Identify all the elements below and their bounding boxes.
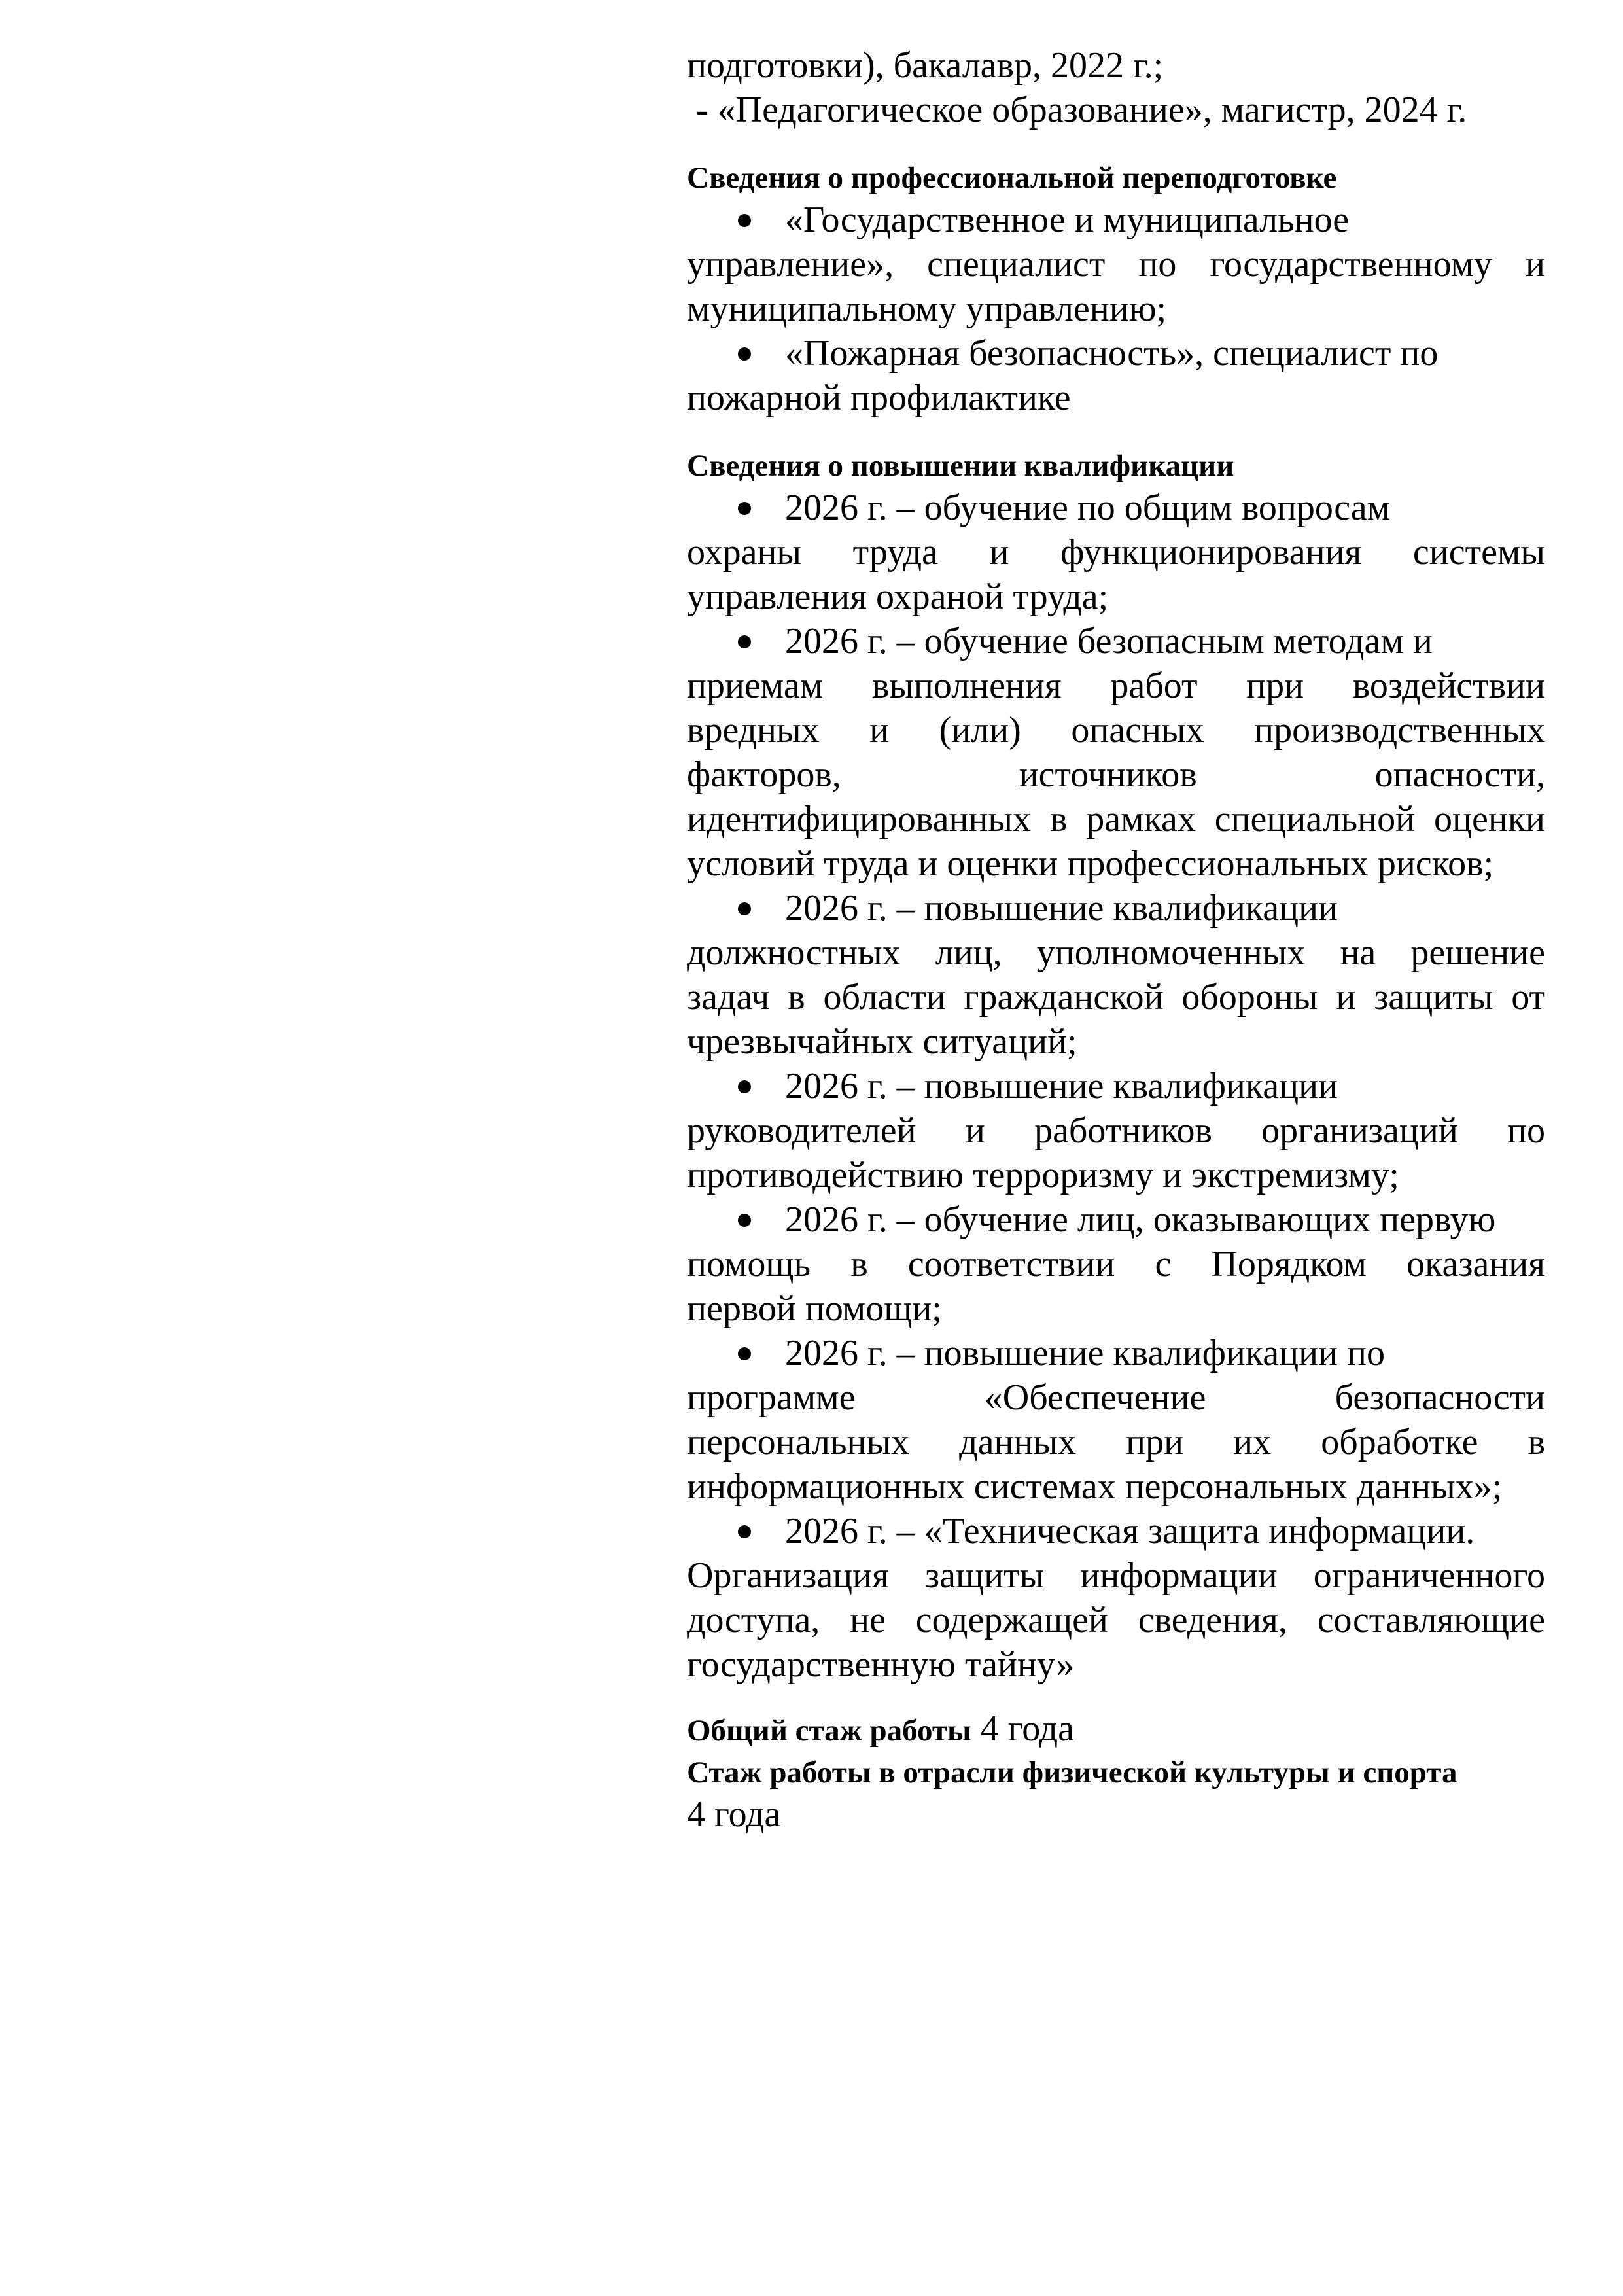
total-experience [687, 1706, 1545, 1753]
list-item-continuation: государственную тайну» [687, 1644, 1075, 1685]
sport-experience-label: Стаж работы в отрасли физической культуры и спорта [687, 1756, 1457, 1790]
list-item-continuation: муниципальному управлению; [687, 289, 1167, 329]
list-item-continuation: вредных и (или) опасных производственных [687, 710, 1545, 751]
qualification-heading: Сведения о повышении квалификации [687, 449, 1234, 483]
list-item-text: 2026 г. – повышение квалификации по [785, 1333, 1385, 1373]
list-item-continuation: программе «Обеспечение безопасности [687, 1377, 1545, 1418]
list-item-continuation: задач в области гражданской обороны и защиты от [687, 977, 1545, 1017]
list-item-text: 2026 г. – повышение квалификации [785, 1066, 1338, 1106]
document-page [687, 43, 1545, 1837]
list-item-continuation: охраны труда и функционирования системы [687, 532, 1545, 573]
list-item-continuation: помощь в соответствии с Порядком оказания [687, 1244, 1545, 1284]
bullet-icon [738, 1214, 751, 1227]
list-item-continuation: факторов, источников опасности, [687, 754, 1545, 795]
list-item-continuation: информационных системах персональных данных»; [687, 1466, 1503, 1507]
bullet-icon [738, 1347, 751, 1360]
list-item-continuation: управление», специалист по государственному и [687, 244, 1545, 285]
bullet-icon [738, 635, 751, 648]
bullet-icon [738, 902, 751, 915]
list-item-continuation: приемам выполнения работ при воздействии [687, 665, 1545, 706]
bullet-icon [738, 1080, 751, 1093]
list-item-text: 2026 г. – обучение лиц, оказывающих первую [785, 1199, 1496, 1240]
list-item-text: 2026 г. – обучение безопасным методам и [785, 621, 1433, 662]
list-item-text: 2026 г. – «Техническая защита информации. [785, 1511, 1475, 1551]
list-item-continuation: персональных данных при их обработке в [687, 1422, 1545, 1462]
list-item-first-line [687, 1197, 1545, 1242]
list-item-first-line [687, 886, 1545, 930]
retraining-list [687, 198, 1545, 420]
list-item-text: 2026 г. – обучение по общим вопросам [785, 487, 1391, 528]
list-item [687, 1064, 1545, 1197]
list-item-continuation: идентифицированных в рамках специальной оценки [687, 799, 1545, 839]
list-item [687, 1509, 1545, 1687]
list-item [687, 198, 1545, 331]
qualification-list [687, 486, 1545, 1687]
list-item-first-line [687, 198, 1545, 242]
list-item-continuation: условий труда и оценки профессиональных рисков; [687, 843, 1494, 884]
list-item-first-line [687, 1509, 1545, 1553]
list-item-first-line [687, 1331, 1545, 1375]
list-item-continuation: первой помощи; [687, 1288, 942, 1329]
education-line-1: подготовки), бакалавр, 2022 г.; [687, 45, 1164, 86]
bullet-icon [738, 502, 751, 515]
sport-experience-value: 4 года [687, 1794, 781, 1835]
bullet-icon [738, 347, 751, 361]
list-item [687, 1331, 1545, 1509]
retraining-heading: Сведения о профессиональной переподготовке [687, 161, 1337, 195]
list-item-first-line [687, 619, 1545, 663]
list-item-first-line [687, 331, 1545, 376]
bullet-icon [738, 1525, 751, 1538]
list-item-continuation: пожарной профилактике [687, 378, 1071, 418]
total-experience-label: Общий стаж работы [687, 1714, 971, 1748]
list-item [687, 486, 1545, 619]
list-item-continuation: доступа, не содержащей сведения, составляющие [687, 1600, 1545, 1640]
education-line-2: - «Педагогическое образование», магистр, 2024 г. [687, 90, 1467, 130]
bullet-icon [738, 214, 751, 227]
list-item-continuation: Организация защиты информации ограниченного [687, 1555, 1545, 1596]
list-item [687, 1197, 1545, 1331]
list-item [687, 619, 1545, 886]
total-experience-value: 4 года [980, 1708, 1074, 1749]
list-item [687, 886, 1545, 1064]
list-item-continuation: должностных лиц, уполномоченных на решение [687, 932, 1545, 973]
list-item-continuation: противодействию терроризму и экстремизму; [687, 1155, 1399, 1195]
list-item-text: «Пожарная безопасность», специалист по [785, 333, 1439, 374]
list-item-continuation: управления охраной труда; [687, 576, 1109, 617]
list-item [687, 331, 1545, 420]
list-item-continuation: руководителей и работников организаций по [687, 1110, 1545, 1151]
list-item-first-line [687, 1064, 1545, 1108]
list-item-continuation: чрезвычайных ситуаций; [687, 1021, 1077, 1062]
list-item-first-line [687, 486, 1545, 530]
list-item-text: «Государственное и муниципальное [785, 200, 1350, 240]
list-item-text: 2026 г. – повышение квалификации [785, 888, 1338, 928]
